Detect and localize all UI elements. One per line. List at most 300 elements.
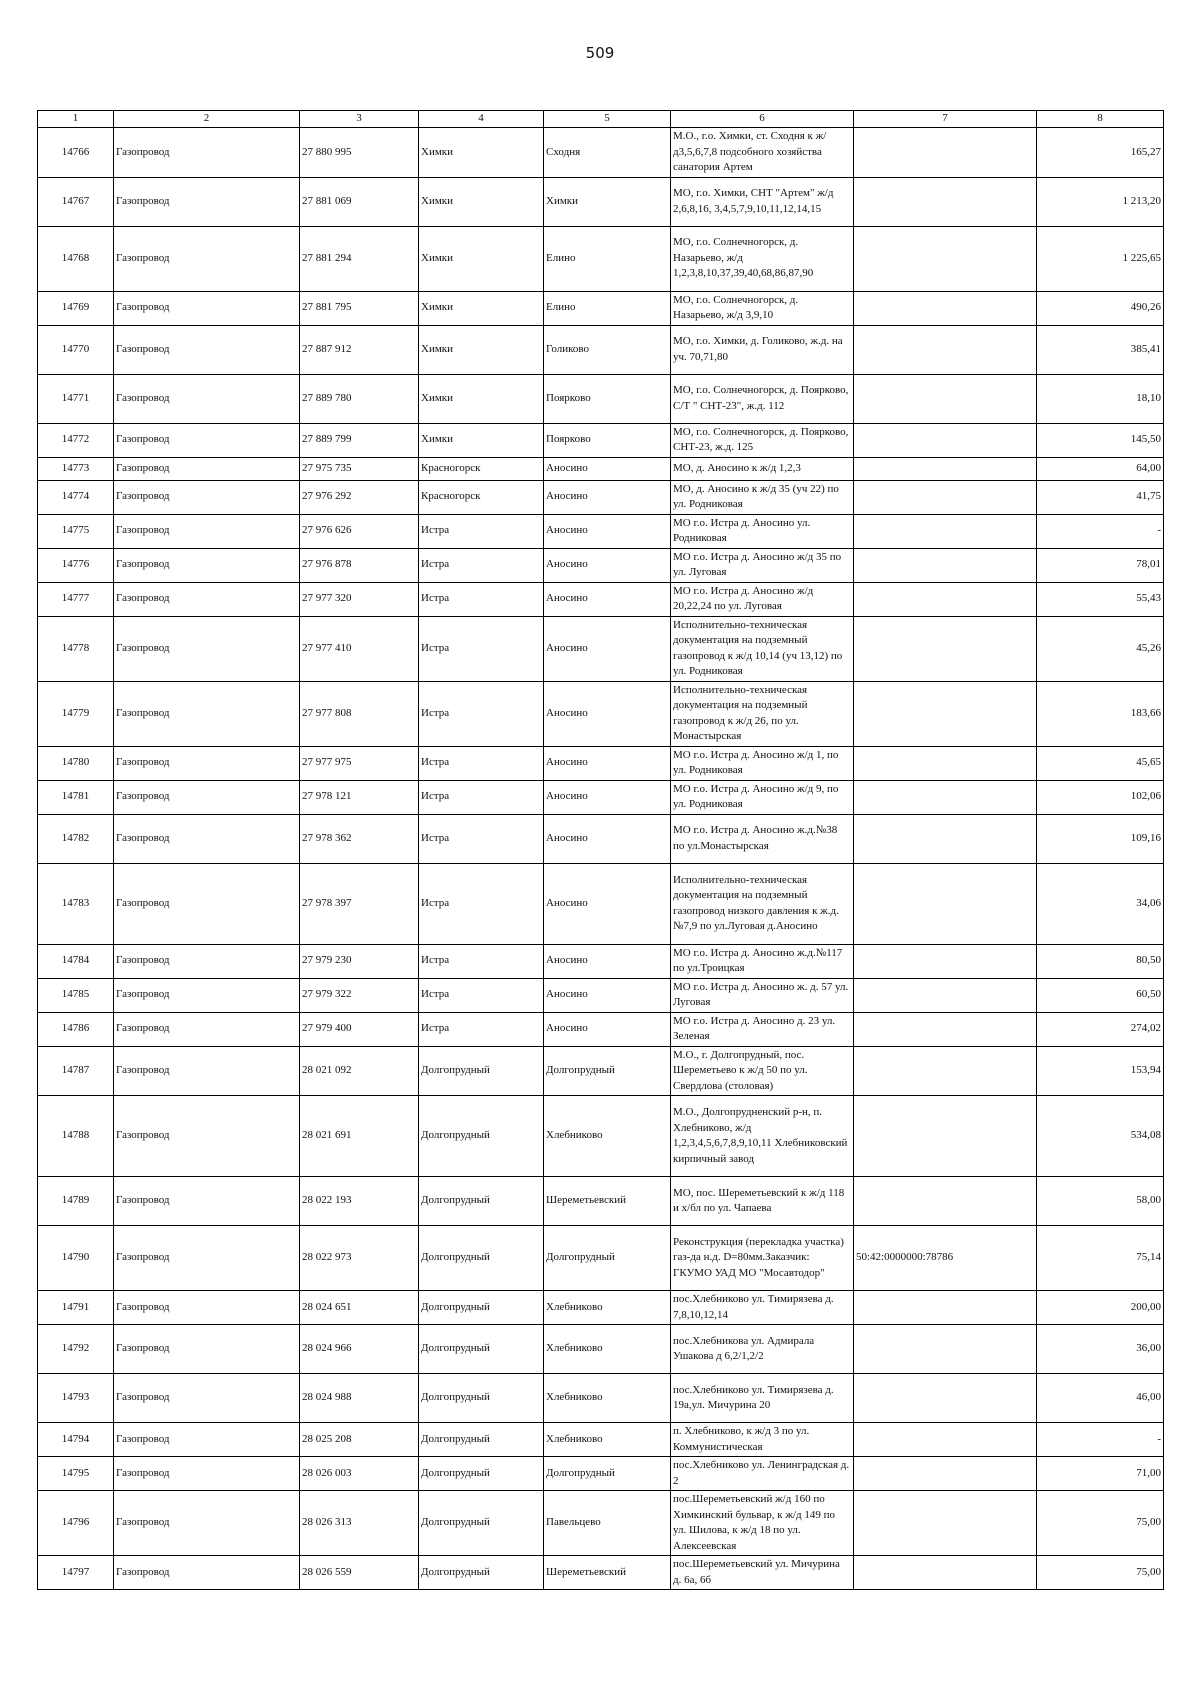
locality: Поярково bbox=[544, 423, 671, 457]
row-number: 14768 bbox=[38, 226, 114, 291]
table-row bbox=[38, 291, 1164, 325]
locality: Шереметьевский bbox=[544, 1177, 671, 1226]
object-code: 27 977 808 bbox=[300, 681, 419, 746]
table-row bbox=[38, 226, 1164, 291]
address: МО, пос. Шереметьевский к ж/д 118 и х/бл по ул. Чапаева bbox=[671, 1177, 854, 1226]
object-type: Газопровод bbox=[114, 1226, 300, 1291]
length-value: - bbox=[1037, 514, 1164, 548]
length-value: 200,00 bbox=[1037, 1291, 1164, 1325]
row-number: 14783 bbox=[38, 863, 114, 944]
length-value: 41,75 bbox=[1037, 480, 1164, 514]
length-value: 78,01 bbox=[1037, 548, 1164, 582]
address: Исполнительно-техническая документация на подземный газопровод к ж/д 10,14 (уч 13,12) по ул. Родниковая bbox=[671, 616, 854, 681]
object-code: 27 976 878 bbox=[300, 548, 419, 582]
cadastral-number bbox=[854, 291, 1037, 325]
object-code: 27 976 292 bbox=[300, 480, 419, 514]
address: МО г.о. Истра д. Аносино ж.д.№38 по ул.Монастырская bbox=[671, 814, 854, 863]
table-row bbox=[38, 1491, 1164, 1556]
address: М.О., г. Долгопрудный, пос. Шереметьево к ж/д 50 по ул. Свердлова (столовая) bbox=[671, 1046, 854, 1096]
object-code: 27 881 795 bbox=[300, 291, 419, 325]
length-value: 36,00 bbox=[1037, 1325, 1164, 1374]
row-number: 14775 bbox=[38, 514, 114, 548]
cadastral-number bbox=[854, 1556, 1037, 1590]
table-row bbox=[38, 1423, 1164, 1457]
object-type: Газопровод bbox=[114, 814, 300, 863]
object-code: 27 977 975 bbox=[300, 746, 419, 780]
column-header: 2 bbox=[114, 111, 300, 128]
object-code: 27 889 780 bbox=[300, 374, 419, 423]
object-type: Газопровод bbox=[114, 1423, 300, 1457]
cadastral-number bbox=[854, 514, 1037, 548]
row-number: 14790 bbox=[38, 1226, 114, 1291]
district: Долгопрудный bbox=[419, 1177, 544, 1226]
object-type: Газопровод bbox=[114, 1046, 300, 1096]
district: Истра bbox=[419, 944, 544, 978]
district: Химки bbox=[419, 325, 544, 374]
locality: Аносино bbox=[544, 480, 671, 514]
object-type: Газопровод bbox=[114, 423, 300, 457]
address: МО, г.о. Солнечногорск, д. Поярково, С/Т " СНТ-23", ж.д. 112 bbox=[671, 374, 854, 423]
address: МО г.о. Истра д. Аносино ж.д.№117 по ул.Троицкая bbox=[671, 944, 854, 978]
cadastral-number bbox=[854, 616, 1037, 681]
district: Долгопрудный bbox=[419, 1226, 544, 1291]
district: Красногорск bbox=[419, 480, 544, 514]
object-type: Газопровод bbox=[114, 746, 300, 780]
locality: Аносино bbox=[544, 1012, 671, 1046]
row-number: 14791 bbox=[38, 1291, 114, 1325]
table-row bbox=[38, 1046, 1164, 1096]
table-row bbox=[38, 1556, 1164, 1590]
row-number: 14795 bbox=[38, 1457, 114, 1491]
length-value: 274,02 bbox=[1037, 1012, 1164, 1046]
district: Химки bbox=[419, 128, 544, 178]
district: Истра bbox=[419, 582, 544, 616]
length-value: 75,00 bbox=[1037, 1556, 1164, 1590]
row-number: 14771 bbox=[38, 374, 114, 423]
length-value: 145,50 bbox=[1037, 423, 1164, 457]
table-row bbox=[38, 325, 1164, 374]
object-type: Газопровод bbox=[114, 1556, 300, 1590]
cadastral-number bbox=[854, 1374, 1037, 1423]
locality: Аносино bbox=[544, 548, 671, 582]
row-number: 14797 bbox=[38, 1556, 114, 1590]
object-type: Газопровод bbox=[114, 325, 300, 374]
cadastral-number bbox=[854, 226, 1037, 291]
address: МО г.о. Истра д. Аносино ж/д 9, по ул. Родниковая bbox=[671, 780, 854, 814]
object-type: Газопровод bbox=[114, 177, 300, 226]
object-code: 27 979 322 bbox=[300, 978, 419, 1012]
length-value: 34,06 bbox=[1037, 863, 1164, 944]
object-type: Газопровод bbox=[114, 1177, 300, 1226]
object-code: 28 021 092 bbox=[300, 1046, 419, 1096]
locality: Хлебниково bbox=[544, 1096, 671, 1177]
length-value: 80,50 bbox=[1037, 944, 1164, 978]
table-row bbox=[38, 978, 1164, 1012]
district: Истра bbox=[419, 548, 544, 582]
object-type: Газопровод bbox=[114, 681, 300, 746]
object-code: 28 026 313 bbox=[300, 1491, 419, 1556]
locality: Химки bbox=[544, 177, 671, 226]
length-value: 385,41 bbox=[1037, 325, 1164, 374]
length-value: 46,00 bbox=[1037, 1374, 1164, 1423]
table-row bbox=[38, 1096, 1164, 1177]
table-row bbox=[38, 1012, 1164, 1046]
length-value: 55,43 bbox=[1037, 582, 1164, 616]
object-code: 28 026 559 bbox=[300, 1556, 419, 1590]
locality: Елино bbox=[544, 226, 671, 291]
row-number: 14777 bbox=[38, 582, 114, 616]
district: Химки bbox=[419, 374, 544, 423]
row-number: 14788 bbox=[38, 1096, 114, 1177]
address: Реконструкция (перекладка участка) газ-да н.д. D=80мм.Заказчик: ГКУМО УАД МО "Мосавтодор" bbox=[671, 1226, 854, 1291]
column-header: 6 bbox=[671, 111, 854, 128]
district: Истра bbox=[419, 978, 544, 1012]
cadastral-number bbox=[854, 1291, 1037, 1325]
object-code: 27 975 735 bbox=[300, 457, 419, 480]
column-header: 3 bbox=[300, 111, 419, 128]
table-header-row bbox=[38, 111, 1164, 128]
row-number: 14770 bbox=[38, 325, 114, 374]
object-type: Газопровод bbox=[114, 978, 300, 1012]
row-number: 14796 bbox=[38, 1491, 114, 1556]
cadastral-number bbox=[854, 1423, 1037, 1457]
length-value: 183,66 bbox=[1037, 681, 1164, 746]
table-row bbox=[38, 1177, 1164, 1226]
row-number: 14780 bbox=[38, 746, 114, 780]
locality: Елино bbox=[544, 291, 671, 325]
object-type: Газопровод bbox=[114, 457, 300, 480]
cadastral-number bbox=[854, 814, 1037, 863]
object-code: 28 022 193 bbox=[300, 1177, 419, 1226]
table-row bbox=[38, 1226, 1164, 1291]
length-value: 71,00 bbox=[1037, 1457, 1164, 1491]
address: МО г.о. Истра д. Аносино ж/д 35 по ул. Луговая bbox=[671, 548, 854, 582]
row-number: 14786 bbox=[38, 1012, 114, 1046]
object-type: Газопровод bbox=[114, 1291, 300, 1325]
cadastral-number bbox=[854, 1096, 1037, 1177]
cadastral-number bbox=[854, 1046, 1037, 1096]
object-code: 28 024 988 bbox=[300, 1374, 419, 1423]
object-type: Газопровод bbox=[114, 226, 300, 291]
locality: Хлебниково bbox=[544, 1374, 671, 1423]
page-number: 509 bbox=[585, 44, 615, 62]
locality: Аносино bbox=[544, 978, 671, 1012]
row-number: 14774 bbox=[38, 480, 114, 514]
table-row bbox=[38, 423, 1164, 457]
cadastral-number bbox=[854, 480, 1037, 514]
district: Химки bbox=[419, 177, 544, 226]
address: МО, г.о. Химки, д. Голиково, ж.д. на уч. 70,71,80 bbox=[671, 325, 854, 374]
district: Долгопрудный bbox=[419, 1457, 544, 1491]
column-header: 7 bbox=[854, 111, 1037, 128]
cadastral-number bbox=[854, 780, 1037, 814]
length-value: 45,65 bbox=[1037, 746, 1164, 780]
length-value: 18,10 bbox=[1037, 374, 1164, 423]
district: Истра bbox=[419, 780, 544, 814]
length-value: 64,00 bbox=[1037, 457, 1164, 480]
object-code: 28 024 966 bbox=[300, 1325, 419, 1374]
row-number: 14767 bbox=[38, 177, 114, 226]
locality: Аносино bbox=[544, 814, 671, 863]
district: Истра bbox=[419, 814, 544, 863]
object-code: 28 021 691 bbox=[300, 1096, 419, 1177]
cadastral-number bbox=[854, 978, 1037, 1012]
address: пос.Хлебниково ул. Ленинградская д. 2 bbox=[671, 1457, 854, 1491]
table-row bbox=[38, 814, 1164, 863]
locality: Шереметьевский bbox=[544, 1556, 671, 1590]
address: Исполнительно-техническая документация на подземный газопровод низкого давления к ж.д.№7,9 по ул.Луговая д.Аносино bbox=[671, 863, 854, 944]
locality: Хлебниково bbox=[544, 1325, 671, 1374]
district: Истра bbox=[419, 746, 544, 780]
address: МО г.о. Истра д. Аносино ж. д. 57 ул. Луговая bbox=[671, 978, 854, 1012]
district: Истра bbox=[419, 514, 544, 548]
table-row bbox=[38, 746, 1164, 780]
address: пос.Шереметьевский ул. Мичурина д. 6а, 6б bbox=[671, 1556, 854, 1590]
cadastral-number bbox=[854, 128, 1037, 178]
length-value: 534,08 bbox=[1037, 1096, 1164, 1177]
column-header: 4 bbox=[419, 111, 544, 128]
length-value: 165,27 bbox=[1037, 128, 1164, 178]
cadastral-number bbox=[854, 423, 1037, 457]
column-header: 5 bbox=[544, 111, 671, 128]
address: М.О., Долгопрудненский р-н, п. Хлебниково, ж/д 1,2,3,4,5,6,7,8,9,10,11 Хлебниковский кирпичный завод bbox=[671, 1096, 854, 1177]
table-row bbox=[38, 1374, 1164, 1423]
table-row bbox=[38, 863, 1164, 944]
object-type: Газопровод bbox=[114, 1012, 300, 1046]
length-value: 45,26 bbox=[1037, 616, 1164, 681]
address: МО, д. Аносино к ж/д 35 (уч 22) по ул. Родниковая bbox=[671, 480, 854, 514]
row-number: 14794 bbox=[38, 1423, 114, 1457]
object-type: Газопровод bbox=[114, 944, 300, 978]
object-type: Газопровод bbox=[114, 514, 300, 548]
cadastral-number bbox=[854, 1457, 1037, 1491]
address: Исполнительно-техническая документация на подземный газопровод к ж/д 26, по ул. Монастырская bbox=[671, 681, 854, 746]
cadastral-number bbox=[854, 944, 1037, 978]
cadastral-number bbox=[854, 582, 1037, 616]
district: Долгопрудный bbox=[419, 1491, 544, 1556]
length-value: 109,16 bbox=[1037, 814, 1164, 863]
object-type: Газопровод bbox=[114, 1491, 300, 1556]
address: пос.Шереметьевский ж/д 160 по Химкинский бульвар, к ж/д 149 по ул. Шилова, к ж/д 18 по ул. Алексеевская bbox=[671, 1491, 854, 1556]
table-row bbox=[38, 1457, 1164, 1491]
length-value: - bbox=[1037, 1423, 1164, 1457]
table-row bbox=[38, 128, 1164, 178]
registry-table bbox=[37, 110, 1164, 1590]
object-code: 28 024 651 bbox=[300, 1291, 419, 1325]
locality: Павельцево bbox=[544, 1491, 671, 1556]
district: Истра bbox=[419, 863, 544, 944]
address: МО, г.о. Солнечногорск, д. Поярково, СНТ-23, ж.д. 125 bbox=[671, 423, 854, 457]
locality: Аносино bbox=[544, 944, 671, 978]
object-code: 27 887 912 bbox=[300, 325, 419, 374]
table-row bbox=[38, 616, 1164, 681]
address: пос.Хлебниково ул. Тимирязева д. 7,8,10,12,14 bbox=[671, 1291, 854, 1325]
length-value: 102,06 bbox=[1037, 780, 1164, 814]
object-type: Газопровод bbox=[114, 1457, 300, 1491]
district: Долгопрудный bbox=[419, 1046, 544, 1096]
locality: Аносино bbox=[544, 746, 671, 780]
object-type: Газопровод bbox=[114, 291, 300, 325]
object-type: Газопровод bbox=[114, 780, 300, 814]
locality: Долгопрудный bbox=[544, 1046, 671, 1096]
object-type: Газопровод bbox=[114, 863, 300, 944]
object-type: Газопровод bbox=[114, 480, 300, 514]
length-value: 75,00 bbox=[1037, 1491, 1164, 1556]
address: М.О., г.о. Химки, ст. Сходня к ж/д3,5,6,7,8 подсобного хозяйства санатория Артем bbox=[671, 128, 854, 178]
address: МО г.о. Истра д. Аносино д. 23 ул. Зеленая bbox=[671, 1012, 854, 1046]
locality: Аносино bbox=[544, 457, 671, 480]
district: Долгопрудный bbox=[419, 1374, 544, 1423]
district: Красногорск bbox=[419, 457, 544, 480]
length-value: 75,14 bbox=[1037, 1226, 1164, 1291]
cadastral-number bbox=[854, 177, 1037, 226]
column-header: 8 bbox=[1037, 111, 1164, 128]
row-number: 14766 bbox=[38, 128, 114, 178]
length-value: 1 213,20 bbox=[1037, 177, 1164, 226]
row-number: 14769 bbox=[38, 291, 114, 325]
cadastral-number bbox=[854, 863, 1037, 944]
cadastral-number bbox=[854, 681, 1037, 746]
cadastral-number bbox=[854, 457, 1037, 480]
row-number: 14792 bbox=[38, 1325, 114, 1374]
address: МО, г.о. Химки, СНТ "Артем" ж/д 2,6,8,16, 3,4,5,7,9,10,11,12,14,15 bbox=[671, 177, 854, 226]
district: Химки bbox=[419, 291, 544, 325]
cadastral-number bbox=[854, 374, 1037, 423]
district: Истра bbox=[419, 681, 544, 746]
object-code: 27 881 294 bbox=[300, 226, 419, 291]
locality: Аносино bbox=[544, 863, 671, 944]
row-number: 14782 bbox=[38, 814, 114, 863]
locality: Хлебниково bbox=[544, 1291, 671, 1325]
table-row bbox=[38, 457, 1164, 480]
locality: Голиково bbox=[544, 325, 671, 374]
table-row bbox=[38, 681, 1164, 746]
cadastral-number bbox=[854, 1177, 1037, 1226]
district: Долгопрудный bbox=[419, 1325, 544, 1374]
address: МО г.о. Истра д. Аносино ж/д 1, по ул. Родниковая bbox=[671, 746, 854, 780]
district: Долгопрудный bbox=[419, 1556, 544, 1590]
object-code: 27 889 799 bbox=[300, 423, 419, 457]
cadastral-number bbox=[854, 1325, 1037, 1374]
object-type: Газопровод bbox=[114, 582, 300, 616]
district: Химки bbox=[419, 226, 544, 291]
object-type: Газопровод bbox=[114, 1096, 300, 1177]
district: Истра bbox=[419, 616, 544, 681]
district: Долгопрудный bbox=[419, 1096, 544, 1177]
locality: Сходня bbox=[544, 128, 671, 178]
table-row bbox=[38, 780, 1164, 814]
address: МО, г.о. Солнечногорск, д. Назарьево, ж/д 3,9,10 bbox=[671, 291, 854, 325]
object-code: 27 977 320 bbox=[300, 582, 419, 616]
cadastral-number bbox=[854, 1491, 1037, 1556]
row-number: 14793 bbox=[38, 1374, 114, 1423]
locality: Поярково bbox=[544, 374, 671, 423]
table-row bbox=[38, 944, 1164, 978]
address: пос.Хлебниково ул. Тимирязева д. 19а,ул. Мичурина 20 bbox=[671, 1374, 854, 1423]
column-header: 1 bbox=[38, 111, 114, 128]
cadastral-number bbox=[854, 746, 1037, 780]
object-code: 27 979 400 bbox=[300, 1012, 419, 1046]
length-value: 1 225,65 bbox=[1037, 226, 1164, 291]
cadastral-number bbox=[854, 548, 1037, 582]
table-body bbox=[38, 128, 1164, 1590]
locality: Аносино bbox=[544, 582, 671, 616]
district: Химки bbox=[419, 423, 544, 457]
length-value: 60,50 bbox=[1037, 978, 1164, 1012]
row-number: 14773 bbox=[38, 457, 114, 480]
district: Долгопрудный bbox=[419, 1291, 544, 1325]
object-type: Газопровод bbox=[114, 1374, 300, 1423]
object-type: Газопровод bbox=[114, 128, 300, 178]
object-code: 27 978 397 bbox=[300, 863, 419, 944]
object-type: Газопровод bbox=[114, 1325, 300, 1374]
cadastral-number bbox=[854, 325, 1037, 374]
table-row bbox=[38, 582, 1164, 616]
length-value: 153,94 bbox=[1037, 1046, 1164, 1096]
cadastral-number bbox=[854, 1012, 1037, 1046]
locality: Аносино bbox=[544, 514, 671, 548]
table-row bbox=[38, 374, 1164, 423]
row-number: 14776 bbox=[38, 548, 114, 582]
table-row bbox=[38, 177, 1164, 226]
locality: Аносино bbox=[544, 681, 671, 746]
row-number: 14787 bbox=[38, 1046, 114, 1096]
cadastral-number: 50:42:0000000:78786 bbox=[854, 1226, 1037, 1291]
table-row bbox=[38, 480, 1164, 514]
address: МО г.о. Истра д. Аносино ул. Родниковая bbox=[671, 514, 854, 548]
row-number: 14772 bbox=[38, 423, 114, 457]
locality: Долгопрудный bbox=[544, 1457, 671, 1491]
address: пос.Хлебникова ул. Адмирала Ушакова д 6,2/1,2/2 bbox=[671, 1325, 854, 1374]
object-code: 27 881 069 bbox=[300, 177, 419, 226]
address: п. Хлебниково, к ж/д 3 по ул. Коммунистическая bbox=[671, 1423, 854, 1457]
length-value: 490,26 bbox=[1037, 291, 1164, 325]
object-type: Газопровод bbox=[114, 616, 300, 681]
district: Истра bbox=[419, 1012, 544, 1046]
locality: Аносино bbox=[544, 616, 671, 681]
object-code: 27 978 362 bbox=[300, 814, 419, 863]
object-code: 27 977 410 bbox=[300, 616, 419, 681]
row-number: 14789 bbox=[38, 1177, 114, 1226]
object-code: 27 880 995 bbox=[300, 128, 419, 178]
district: Долгопрудный bbox=[419, 1423, 544, 1457]
table-row bbox=[38, 1325, 1164, 1374]
row-number: 14778 bbox=[38, 616, 114, 681]
locality: Хлебниково bbox=[544, 1423, 671, 1457]
table-row bbox=[38, 548, 1164, 582]
locality: Долгопрудный bbox=[544, 1226, 671, 1291]
locality: Аносино bbox=[544, 780, 671, 814]
address: МО г.о. Истра д. Аносино ж/д 20,22,24 по ул. Луговая bbox=[671, 582, 854, 616]
address: МО, д. Аносино к ж/д 1,2,3 bbox=[671, 457, 854, 480]
row-number: 14779 bbox=[38, 681, 114, 746]
object-code: 27 978 121 bbox=[300, 780, 419, 814]
object-code: 27 976 626 bbox=[300, 514, 419, 548]
row-number: 14784 bbox=[38, 944, 114, 978]
row-number: 14785 bbox=[38, 978, 114, 1012]
table-row bbox=[38, 1291, 1164, 1325]
object-type: Газопровод bbox=[114, 548, 300, 582]
length-value: 58,00 bbox=[1037, 1177, 1164, 1226]
object-code: 28 026 003 bbox=[300, 1457, 419, 1491]
row-number: 14781 bbox=[38, 780, 114, 814]
address: МО, г.о. Солнечногорск, д. Назарьево, ж/д 1,2,3,8,10,37,39,40,68,86,87,90 bbox=[671, 226, 854, 291]
object-type: Газопровод bbox=[114, 374, 300, 423]
table-row bbox=[38, 514, 1164, 548]
object-code: 28 022 973 bbox=[300, 1226, 419, 1291]
object-code: 28 025 208 bbox=[300, 1423, 419, 1457]
object-code: 27 979 230 bbox=[300, 944, 419, 978]
